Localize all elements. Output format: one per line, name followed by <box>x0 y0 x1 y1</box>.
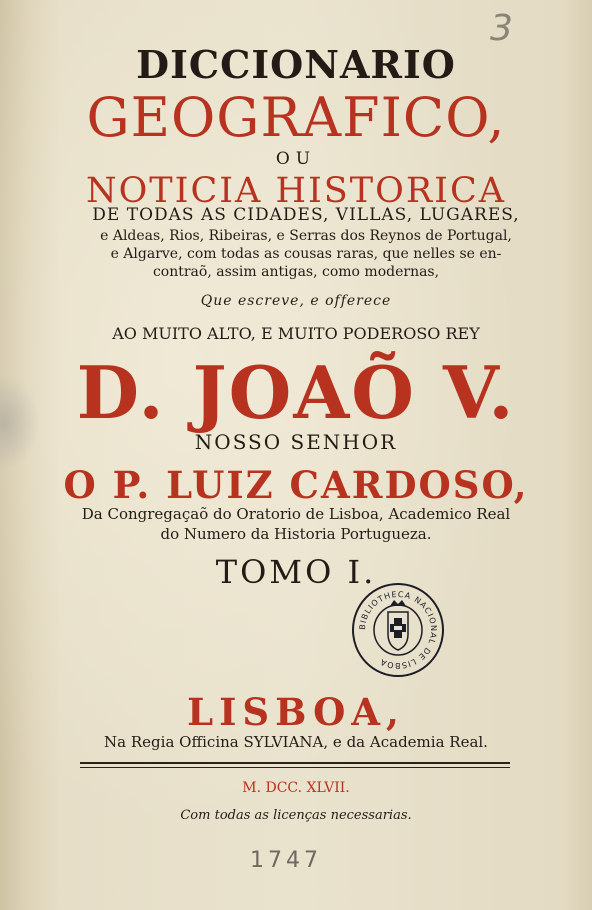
library-seal-icon <box>350 582 446 678</box>
shelf-mark-annotation: 3 <box>490 8 513 49</box>
author-affiliation-1: Da Congregaçaõ do Oratorio de Lisboa, Academico Real <box>81 505 511 523</box>
description-line-2: e Algarve, com todas as cousas raras, que nelles se en- <box>110 246 502 262</box>
volume-label: TOMO I. <box>215 553 377 591</box>
stamp-text: BIBLIOTHECA NACIONAL DE LISBOA <box>357 589 439 671</box>
title-line-1: DICCIONARIO <box>136 42 456 87</box>
title-line-4: DE TODAS AS CIDADES, VILLAS, LUGARES, <box>92 205 520 225</box>
author-affiliation-2: do Numero da Historia Portugueza. <box>160 525 432 543</box>
dedication-to: AO MUITO ALTO, E MUITO PODEROSO REY <box>112 324 480 343</box>
svg-text:BIBLIOTHECA NACIONAL DE LISBOA <box>358 590 438 670</box>
year-pencil-annotation: 1747 <box>250 848 322 873</box>
divider-thick <box>80 762 510 764</box>
imprint-date: M. DCC. XLVII. <box>242 780 350 796</box>
king-name: D. JOAÕ V. <box>76 350 516 435</box>
title-line-3: NOTICIA HISTORICA <box>85 171 507 211</box>
imprint-license: Com todas as licenças necessarias. <box>180 808 412 823</box>
author-name: O P. LUIZ CARDOSO, <box>63 463 529 507</box>
title-conjunction: OU <box>275 149 317 169</box>
dedication-intro: Que escreve, e offerece <box>200 293 392 309</box>
imprint-printer: Na Regia Officina SYLVIANA, e da Academia Real. <box>104 733 488 751</box>
description-line-3: contraõ, assim antigas, como modernas, <box>152 264 440 280</box>
divider-thin <box>80 767 510 768</box>
title-line-2: GEOGRAFICO, <box>86 86 506 149</box>
description-line-1: e Aldeas, Rios, Ribeiras, e Serras dos Reynos de Portugal, <box>100 228 512 244</box>
imprint-city: LISBOA, <box>187 690 405 734</box>
honorific: NOSSO SENHOR <box>194 430 398 454</box>
